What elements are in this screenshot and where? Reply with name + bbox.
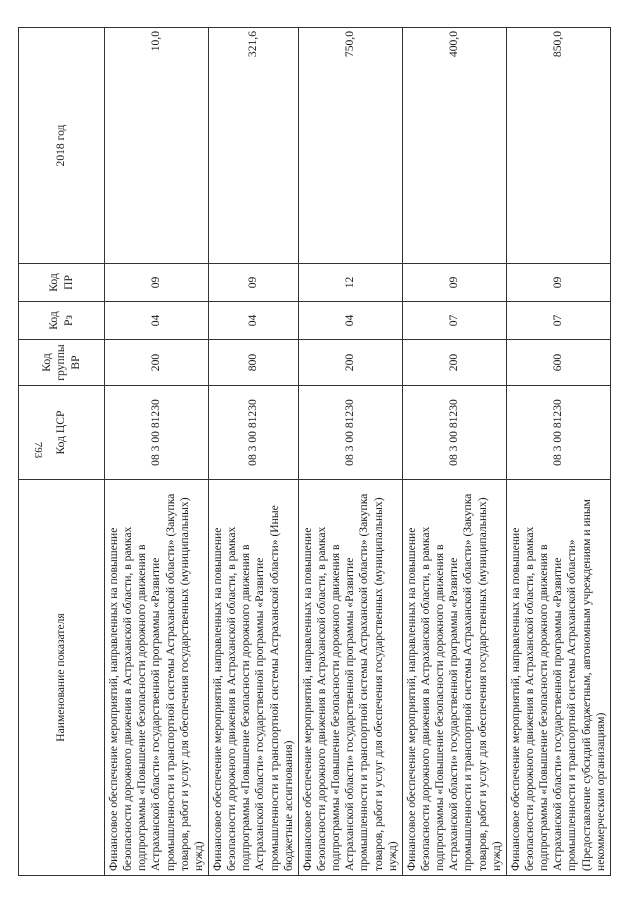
table-header-row <box>19 28 105 876</box>
cell-name: Финансовое обеспечение мероприятий, направленных на повышение безопасности дорожного движения в Астраханской области, в рамках подпрограммы «Повышение безопасности дорожного движения в Астраханской области» государственной программы «Развитие промышленности и транспортной системы Астраханской области» (Закупка товаров, работ и услуг для обеспечения государственных (муниципальных) нужд) <box>298 480 402 876</box>
cell-pr: 09 <box>105 264 209 302</box>
table-row <box>208 28 298 876</box>
cell-csr: 08 3 00 81230 <box>506 386 610 480</box>
table-row <box>298 28 402 876</box>
header-csr: Код ЦСР <box>19 386 105 480</box>
cell-csr: 08 3 00 81230 <box>402 386 506 480</box>
cell-year: 321,6 <box>208 28 298 264</box>
header-name: Наименование показателя <box>19 480 105 876</box>
cell-rz: 07 <box>402 302 506 340</box>
cell-vr: 200 <box>105 340 209 386</box>
budget-table <box>18 27 611 876</box>
cell-csr: 08 3 00 81230 <box>105 386 209 480</box>
cell-rz: 04 <box>208 302 298 340</box>
cell-pr: 09 <box>506 264 610 302</box>
cell-year: 400,0 <box>402 28 506 264</box>
header-year: 2018 год <box>19 28 105 264</box>
cell-rz: 07 <box>506 302 610 340</box>
cell-year: 750,0 <box>298 28 402 264</box>
cell-csr: 08 3 00 81230 <box>298 386 402 480</box>
header-pr: Код ПР <box>19 264 105 302</box>
header-vr: Код группы ВР <box>19 340 105 386</box>
cell-vr: 800 <box>208 340 298 386</box>
header-rz: Код Рз <box>19 302 105 340</box>
cell-csr: 08 3 00 81230 <box>208 386 298 480</box>
cell-name: Финансовое обеспечение мероприятий, направленных на повышение безопасности дорожного движения в Астраханской области, в рамках подпрограммы «Повышение безопасности дорожного движения в Астраханской области» государственной программы «Развитие промышленности и транспортной системы Астраханской области» (Иные бюджетные ассигнования) <box>208 480 298 876</box>
cell-vr: 600 <box>506 340 610 386</box>
cell-year: 10,0 <box>105 28 209 264</box>
cell-year: 850,0 <box>506 28 610 264</box>
cell-vr: 200 <box>298 340 402 386</box>
cell-pr: 09 <box>208 264 298 302</box>
table-row <box>506 28 610 876</box>
table-row <box>402 28 506 876</box>
cell-name: Финансовое обеспечение мероприятий, направленных на повышение безопасности дорожного движения в Астраханской области, в рамках подпрограммы «Повышение безопасности дорожного движения в Астраханской области» государственной программы «Развитие промышленности и транспортной системы Астраханской области» (Закупка товаров, работ и услуг для обеспечения государственных (муниципальных) нужд) <box>105 480 209 876</box>
cell-pr: 09 <box>402 264 506 302</box>
page-number: 793 <box>32 441 44 459</box>
rotated-table-sheet <box>18 28 607 876</box>
table-row <box>105 28 209 876</box>
cell-rz: 04 <box>298 302 402 340</box>
cell-name: Финансовое обеспечение мероприятий, направленных на повышение безопасности дорожного движения в Астраханской области, в рамках подпрограммы «Повышение безопасности дорожного движения в Астраханской области» государственной программы «Развитие промышленности и транспортной системы Астраханской области» (Закупка товаров, работ и услуг для обеспечения государственных (муниципальных) нужд) <box>402 480 506 876</box>
cell-name: Финансовое обеспечение мероприятий, направленных на повышение безопасности дорожного движения в Астраханской области, в рамках подпрограммы «Повышение безопасности дорожного движения в Астраханской области» государственной программы «Развитие промышленности и транспортной системы Астраханской области» (Предоставление субсидий бюджетным, автономным учреждениям и иным некоммерческим организациям) <box>506 480 610 876</box>
cell-pr: 12 <box>298 264 402 302</box>
cell-rz: 04 <box>105 302 209 340</box>
cell-vr: 200 <box>402 340 506 386</box>
